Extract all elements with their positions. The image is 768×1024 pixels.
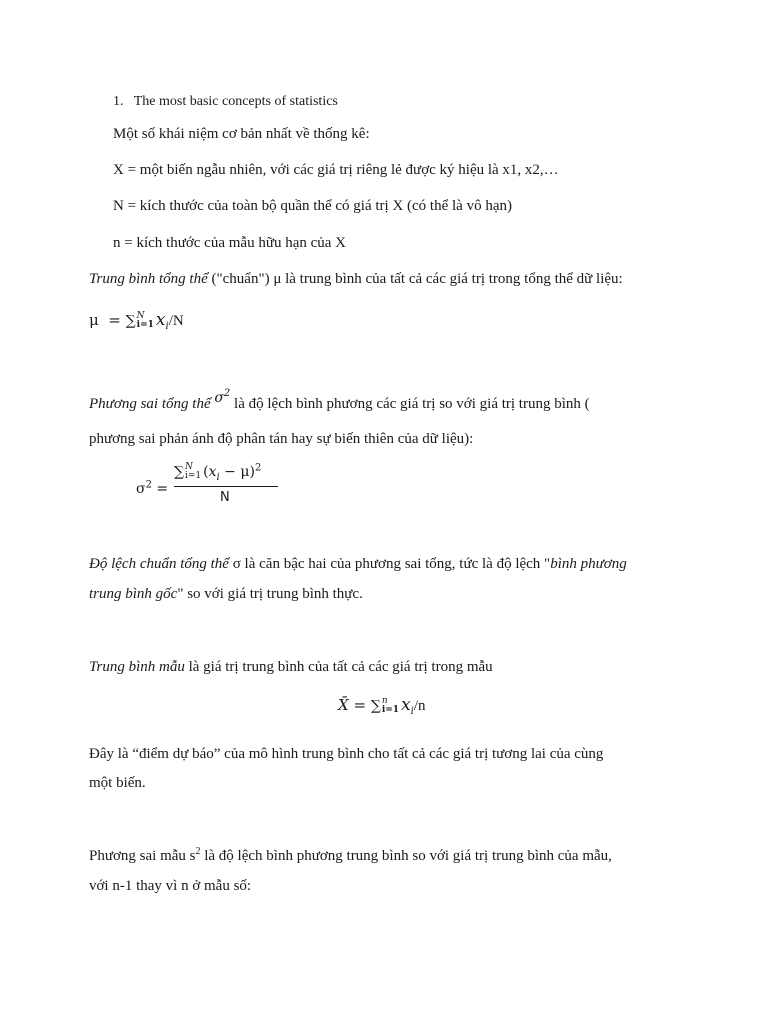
population-variance-lhs: $\sigma^2$ = [136, 479, 169, 497]
sample-mean-formula: X̄ = ∑ n i=1 $x_i/n$ [338, 695, 426, 717]
term-population-variance: Phương sai tổng thể [89, 396, 211, 412]
fraction-bar [174, 486, 278, 487]
term-population-sd: Độ lệch chuẩn tổng thể [89, 556, 229, 572]
sample-mean-paragraph: Trung bình mẫu là giá trị trung bình của tất cả các giá trị trong mẫu [89, 659, 493, 675]
sample-variance-paragraph-line2: với n-1 thay vì n ở mẫu số: [89, 878, 252, 894]
forecast-paragraph-line1: Đây là “điểm dự báo” của mô hình trung bình cho tất cả các giá trị tương lai của cùng [89, 746, 604, 762]
term-population-mean: Trung bình tổng thể [89, 271, 208, 287]
population-sd-paragraph-line1: Độ lệch chuẩn tổng thể σ là căn bậc hai của phương sai tổng, tức là độ lệch "bình phương [89, 556, 627, 572]
definition-x: X = một biến ngẫu nhiên, với các giá trị riêng lẻ được ký hiệu là x1, x2,… [113, 162, 559, 178]
intro-text: Một số khái niệm cơ bản nhất về thống kê: [113, 126, 370, 142]
population-mean-formula: μ = ∑ N i=1 $x_i/N$ [89, 310, 184, 332]
population-variance-fraction: ∑ N i=1 $(x_i - \mu)^2$ N [174, 463, 284, 508]
population-mean-paragraph: Trung bình tổng thể ("chuẩn") μ là trung bình của tất cả các giá trị trong tổng thể dữ liệu: [89, 271, 623, 287]
population-variance-paragraph-line1: Phương sai tổng thể $\sigma^2$ là độ lệch bình phương các giá trị so với giá trị trung bình ( [89, 388, 590, 412]
population-sd-paragraph-line2: trung bình gốc" so với giá trị trung bình thực. [89, 586, 363, 602]
term-sample-mean: Trung bình mẫu [89, 659, 185, 675]
section-title: The most basic concepts of statistics [133, 94, 338, 109]
population-variance-paragraph-line2: phương sai phản ánh độ phân tán hay sự biến thiên của dữ liệu): [89, 431, 474, 447]
section-heading [113, 92, 338, 112]
forecast-paragraph-line2: một biến. [89, 775, 146, 791]
sample-variance-paragraph-line1: Phương sai mẫu $s^2$ là độ lệch bình phương trung bình so với giá trị trung bình của mẫu, [89, 846, 612, 864]
section-number: 1. [113, 94, 124, 109]
definition-N: N = kích thước của toàn bộ quần thể có giá trị X (có thể là vô hạn) [113, 198, 512, 214]
definition-n: n = kích thước của mẫu hữu hạn của X [113, 235, 346, 251]
